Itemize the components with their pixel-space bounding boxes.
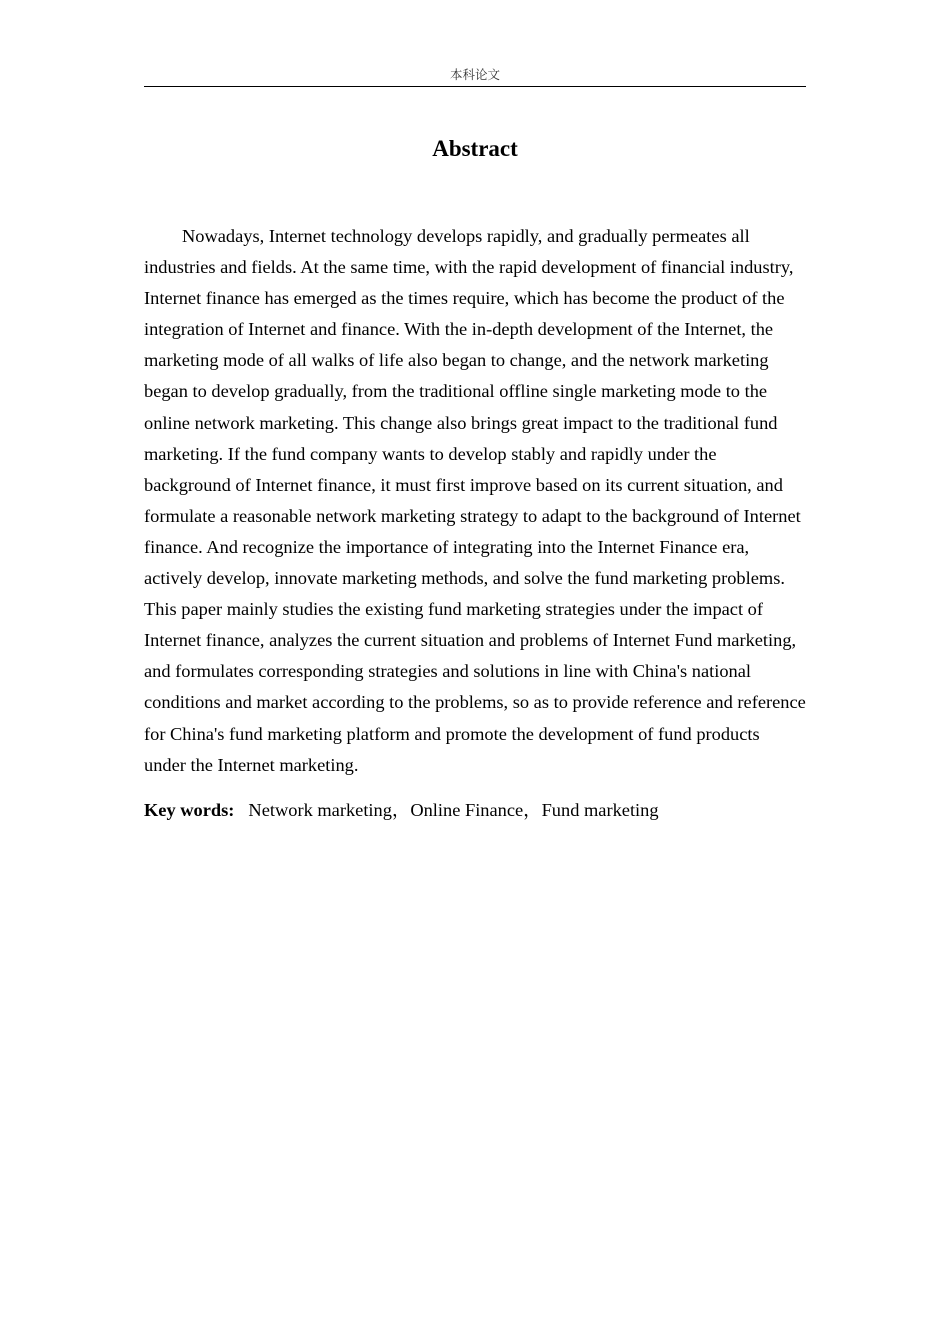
- page-header: [144, 64, 806, 87]
- abstract-body: Nowadays, Internet technology develops rapidly, and gradually permeates all industries and fields. At the same time, with the rapid development of financial industry, Internet finance has emerged as the times require, which has become the product of the integration of Internet and finance. With the in-depth development of the Internet, the marketing mode of all walks of life also began to change, and the network marketing began to develop gradually, from the traditional offline single marketing mode to the online network marketing. This change also brings great impact to the traditional fund marketing. If the fund company wants to develop stably and rapidly under the background of Internet finance, it must first improve based on its current situation, and formulate a reasonable network marketing strategy to adapt to the background of Internet finance. And recognize the importance of integrating into the Internet Finance era, actively develop, innovate marketing methods, and solve the fund marketing problems. This paper mainly studies the existing fund marketing strategies under the impact of Internet finance, analyzes the current situation and problems of Internet Fund marketing, and formulates corresponding strategies and solutions in line with China's national conditions and market according to the problems, so as to provide reference and reference for China's fund marketing platform and promote the development of fund products under the Internet marketing.: [144, 226, 806, 775]
- abstract-title: Abstract: [432, 136, 518, 161]
- header-text: 本科论文: [449, 67, 500, 82]
- keywords-colon: :: [228, 800, 235, 820]
- keywords-line: [144, 795, 806, 826]
- keywords-label: Key words: [144, 800, 229, 820]
- keywords-list: Network marketing，Online Finance，Fund marketing: [248, 800, 659, 820]
